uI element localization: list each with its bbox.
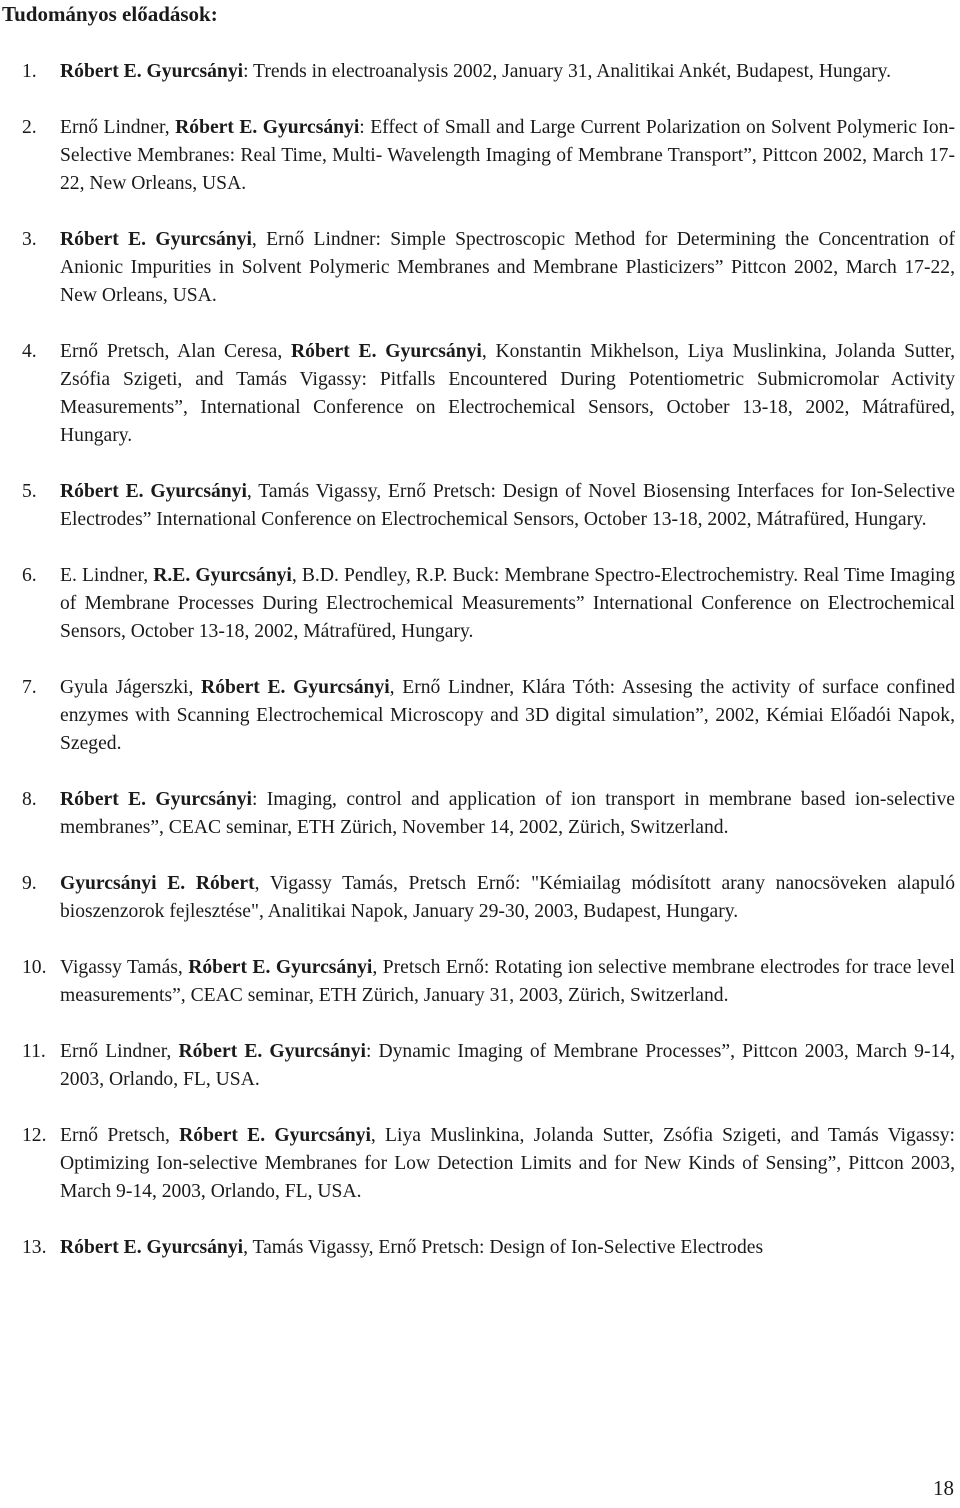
citation-text: Vigassy Tamás, bbox=[60, 957, 189, 978]
list-item-number: 4. bbox=[22, 341, 37, 362]
page-title: Tudományos előadások: bbox=[2, 2, 218, 26]
author-highlight: Róbert E. Gyurcsányi bbox=[291, 341, 482, 362]
citation-text: , Tamás Vigassy, Ernő Pretsch: Design of Ion-Selective Electrodes bbox=[243, 1237, 764, 1258]
list-item-number: 9. bbox=[22, 873, 37, 894]
citation-text: : Effect of Small and Large Current Polarization on Solvent Polymeric Ion-Selective Membranes: Real Time, Multi- Wavelength Imaging of Membrane Transport”, Pittcon 2002, March 17-22, New Orleans, USA. bbox=[60, 117, 956, 194]
lecture-list bbox=[0, 58, 960, 1290]
list-item-number: 7. bbox=[22, 677, 37, 698]
citation-text: , B.D. Pendley, R.P. Buck: Membrane Spectro-Electrochemistry. Real Time Imaging of Membrane Processes During Electrochemical Measurements” International Conference on Electrochemical Sensors, October 13-18, 2002, Mátrafüred, Hungary. bbox=[60, 565, 955, 642]
citation-text: , Konstantin Mikhelson, Liya Muslinkina, Jolanda Sutter, Zsófia Szigeti, and Tamás Vigassy: Pitfalls Encountered During Potentiometric Submicromolar Activity Measurements”, International Conference on Electrochemical Sensors, October 13-18, 2002, Mátrafüred, Hungary. bbox=[60, 341, 955, 446]
list-item bbox=[0, 674, 955, 758]
author-highlight: Róbert E. Gyurcsányi bbox=[201, 677, 390, 698]
list-item bbox=[0, 870, 955, 926]
author-highlight: Gyurcsányi E. Róbert bbox=[60, 873, 255, 894]
author-highlight: Róbert E. Gyurcsányi bbox=[60, 61, 244, 82]
list-item bbox=[0, 786, 955, 842]
citation-text: Ernő Pretsch, Alan Ceresa, bbox=[60, 341, 292, 362]
author-highlight: Róbert E. Gyurcsányi bbox=[60, 1237, 244, 1258]
list-item-number: 1. bbox=[22, 61, 37, 82]
list-item-number: 8. bbox=[22, 789, 37, 810]
list-item bbox=[0, 562, 955, 646]
author-highlight: Róbert E. Gyurcsányi bbox=[175, 117, 360, 138]
list-item-number: 2. bbox=[22, 117, 37, 138]
citation-text: , Ernő Lindner: Simple Spectroscopic Method for Determining the Concentration of Anionic Impurities in Solvent Polymeric Membranes and Membrane Plasticizers” Pittcon 2002, March 17-22, New Orleans, USA. bbox=[60, 229, 955, 306]
author-highlight: R.E. Gyurcsányi bbox=[153, 565, 292, 586]
author-highlight: Róbert E. Gyurcsányi bbox=[178, 1041, 366, 1062]
page-number: 18 bbox=[933, 1476, 954, 1500]
list-item bbox=[0, 1038, 955, 1094]
citation-text: : Trends in electroanalysis 2002, January 31, Analitikai Ankét, Budapest, Hungary. bbox=[243, 61, 892, 82]
citation-text: , Vigassy Tamás, Pretsch Ernő: "Kémiailag módisított arany nanocsöveken alapuló bioszenzorok fejlesztése", Analitikai Napok, January 29-30, 2003, Budapest, Hungary. bbox=[60, 873, 955, 922]
citation-text: , Liya Muslinkina, Jolanda Sutter, Zsófia Szigeti, and Tamás Vigassy: Optimizing Ion-selective Membranes for Low Detection Limits and for New Kinds of Sensing”, Pittcon 2003, March 9-14, 2003, Orlando, FL, USA. bbox=[60, 1125, 956, 1202]
citation-text: , Pretsch Ernő: Rotating ion selective membrane electrodes for trace level measurements”, CEAC seminar, ETH Zürich, January 31, 2003, Zürich, Switzerland. bbox=[60, 957, 955, 1006]
citation-text: Ernő Pretsch, bbox=[60, 1125, 180, 1146]
list-item bbox=[0, 58, 955, 86]
list-item-number: 13. bbox=[22, 1237, 47, 1258]
citation-text: , Ernő Lindner, Klára Tóth: Assesing the activity of surface confined enzymes with Scanning Electrochemical Microscopy and 3D digital simulation”, 2002, Kémiai Előadói Napok, Szeged. bbox=[60, 677, 955, 754]
list-item-number: 11. bbox=[22, 1041, 46, 1062]
list-item bbox=[0, 114, 955, 198]
list-item-number: 3. bbox=[22, 229, 37, 250]
citation-text: : Dynamic Imaging of Membrane Processes”, Pittcon 2003, March 9-14, 2003, Orlando, FL, USA. bbox=[60, 1041, 955, 1090]
list-item-number: 6. bbox=[22, 565, 37, 586]
list-item bbox=[0, 478, 955, 534]
list-item bbox=[0, 1234, 955, 1262]
list-item-number: 5. bbox=[22, 481, 37, 502]
list-item-number: 12. bbox=[22, 1125, 47, 1146]
citation-text: : Imaging, control and application of ion transport in membrane based ion-selective membranes”, CEAC seminar, ETH Zürich, November 14, 2002, Zürich, Switzerland. bbox=[60, 789, 955, 838]
author-highlight: Róbert E. Gyurcsányi bbox=[188, 957, 373, 978]
list-item-number: 10. bbox=[22, 957, 47, 978]
list-item bbox=[0, 338, 955, 450]
author-highlight: Róbert E. Gyurcsányi bbox=[60, 481, 247, 502]
citation-text: , Tamás Vigassy, Ernő Pretsch: Design of Novel Biosensing Interfaces for Ion-Selective Electrodes” International Conference on Electrochemical Sensors, October 13-18, 2002, Mátrafüred, Hungary. bbox=[60, 481, 956, 530]
author-highlight: Róbert E. Gyurcsányi bbox=[179, 1125, 371, 1146]
list-item bbox=[0, 226, 955, 310]
list-item bbox=[0, 1122, 955, 1206]
author-highlight: Róbert E. Gyurcsányi bbox=[60, 789, 252, 810]
citation-text: Gyula Jágerszki, bbox=[60, 677, 202, 698]
citation-text: Ernő Lindner, bbox=[60, 1041, 179, 1062]
list-item bbox=[0, 954, 955, 1010]
author-highlight: Róbert E. Gyurcsányi bbox=[60, 229, 252, 250]
citation-text: E. Lindner, bbox=[60, 565, 154, 586]
citation-text: Ernő Lindner, bbox=[60, 117, 176, 138]
